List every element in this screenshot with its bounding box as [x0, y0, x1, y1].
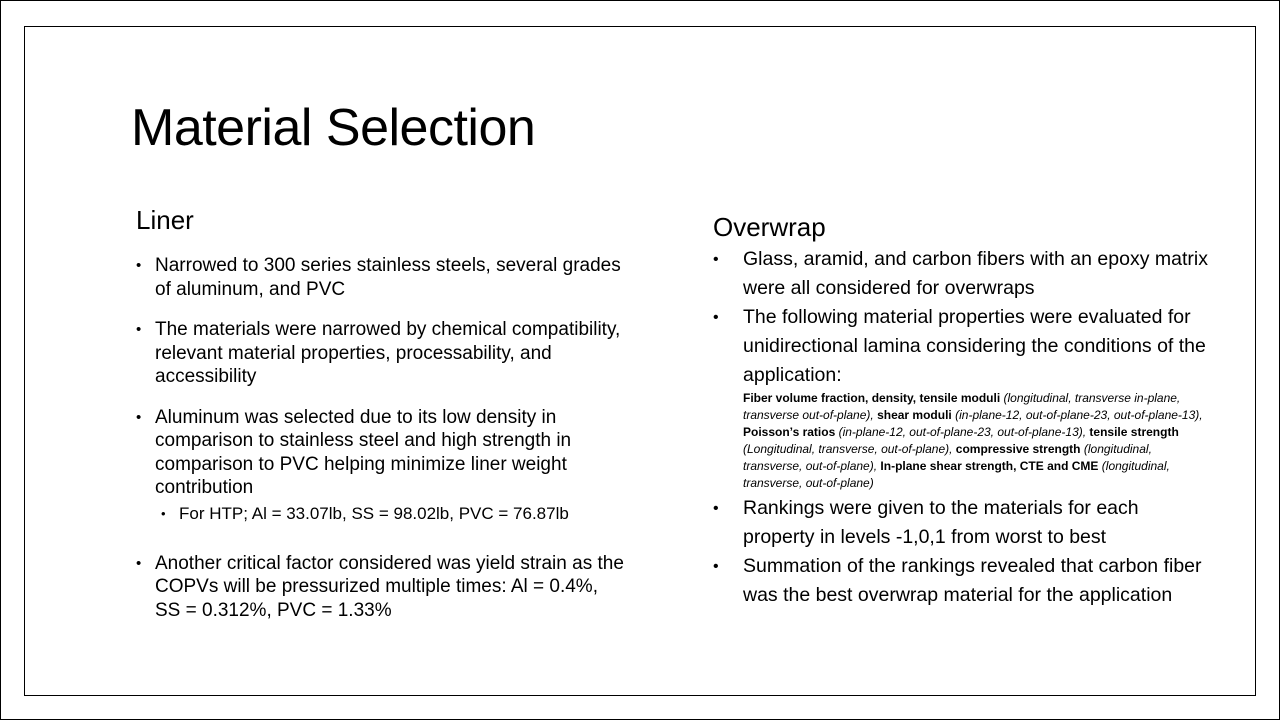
slide-title: Material Selection	[131, 99, 536, 157]
detail-italic: (in-plane-12, out-of-plane-23, out-of-plane-13),	[955, 408, 1203, 422]
liner-bullet	[136, 406, 626, 525]
detail-bold: compressive strength	[955, 442, 1081, 456]
overwrap-bullet-list	[713, 245, 1213, 610]
overwrap-bullet	[713, 303, 1213, 494]
detail-bold: tensile strength	[1089, 425, 1179, 439]
detail-italic: (Longitudinal, transverse, out-of-plane),	[743, 442, 953, 456]
liner-sub-list	[155, 503, 626, 525]
overwrap-bullet-text: The following material properties were evaluated for unidirectional lamina considering the conditions of the application:	[743, 306, 1206, 386]
liner-bullet: • The materials were narrowed by chemical compatibility, relevant material properties, processability, and accessibility	[136, 318, 626, 389]
detail-italic: (longitudinal, transverse in-plane, transverse out-of-plane),	[743, 391, 1181, 422]
detail-italic: (in-plane-12, out-of-plane-23, out-of-plane-13),	[838, 425, 1087, 439]
liner-bullet-list	[136, 254, 626, 622]
detail-italic: (longitudinal, transverse, out-of-plane),	[743, 442, 1152, 473]
liner-bullet: • Another critical factor considered was yield strain as the COPVs will be pressurized multiple times: Al = 0.4%, SS = 0.312%, PVC = 1.33%	[136, 552, 626, 623]
property-details	[743, 390, 1213, 494]
overwrap-bullet: • Glass, aramid, and carbon fibers with an epoxy matrix were all considered for overwraps	[713, 245, 1213, 303]
detail-bold: Fiber volume fraction, density, tensile moduli	[743, 391, 1001, 405]
detail-bold: In-plane shear strength, CTE and CME	[880, 459, 1099, 473]
liner-bullet: • Narrowed to 300 series stainless steels, several grades of aluminum, and PVC	[136, 254, 626, 301]
detail-bold: Poisson’s ratios	[743, 425, 836, 439]
liner-sub-bullet: • For HTP; Al = 33.07lb, SS = 98.02lb, PVC = 76.87lb	[155, 503, 626, 525]
detail-italic: (longitudinal, transverse, out-of-plane)	[743, 459, 1170, 490]
liner-bullet-text: Aluminum was selected due to its low density in comparison to stainless steel and high strength in comparison to PVC helping minimize liner weight contribution	[155, 406, 572, 498]
overwrap-bullet: • Summation of the rankings revealed that carbon fiber was the best overwrap material for the application	[713, 552, 1213, 610]
liner-heading: Liner	[136, 205, 194, 235]
overwrap-bullet: • Rankings were given to the materials for each property in levels -1,0,1 from worst to best	[713, 494, 1213, 552]
overwrap-heading: Overwrap	[713, 212, 826, 242]
detail-bold: shear moduli	[877, 408, 952, 422]
